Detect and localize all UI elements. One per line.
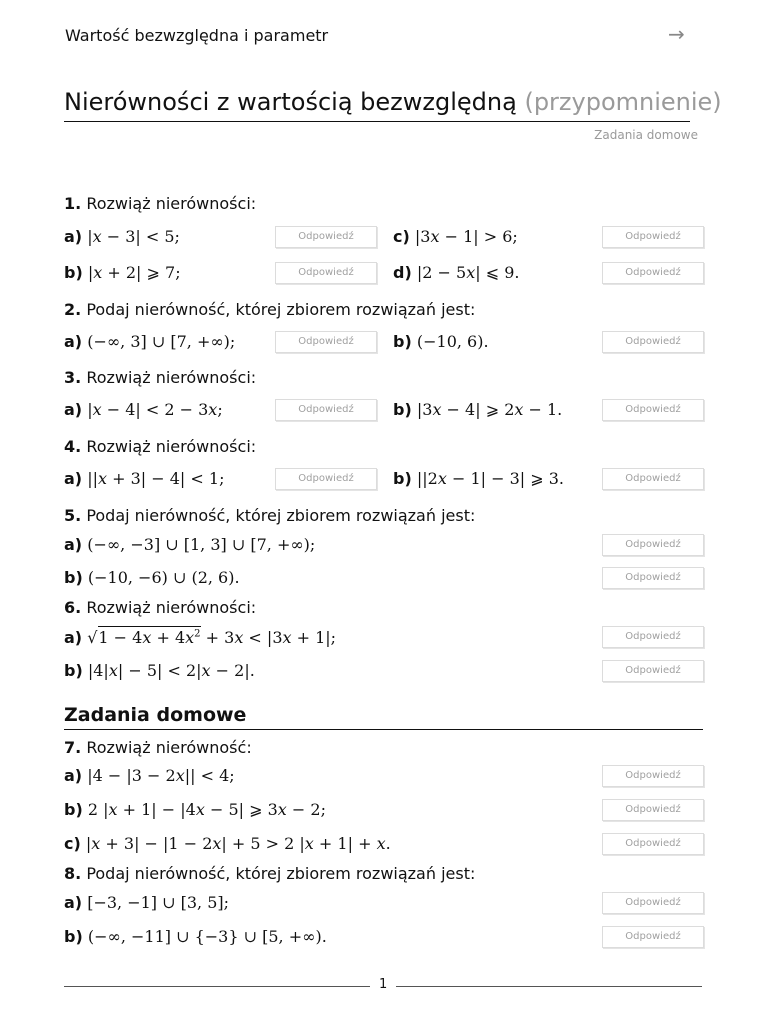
answer-button[interactable]: Odpowiedź [602, 892, 704, 914]
problem-text: Podaj nierówność, której zbiorem rozwiązań jest: [86, 864, 476, 883]
problem-7a [64, 766, 235, 785]
answer-button[interactable]: Odpowiedź [602, 534, 704, 556]
math-expression: |x − 3| < 5; [87, 227, 180, 246]
math-expression: (−10, 6). [416, 332, 489, 351]
item-label: a) [64, 535, 83, 554]
answer-button[interactable]: Odpowiedź [275, 226, 377, 248]
math-expression: (−∞, −3] ∪ [1, 3] ∪ [7, +∞); [87, 535, 316, 554]
math-expression: |4|x| − 5| < 2|x − 2|. [87, 661, 255, 680]
math-expression: ||2x − 1| − 3| ⩾ 3. [416, 469, 564, 488]
problem-3-head [64, 368, 256, 387]
answer-button[interactable]: Odpowiedź [275, 331, 377, 353]
answer-button[interactable]: Odpowiedź [602, 926, 704, 948]
problem-3a [64, 400, 223, 419]
item-label: a) [64, 400, 83, 419]
section-title-homework: Zadania domowe [64, 704, 247, 726]
math-expression: |4 − |3 − 2x|| < 4; [87, 766, 235, 785]
problem-1a [64, 227, 180, 246]
problem-number: 2. [64, 300, 82, 319]
problem-7b [64, 800, 326, 819]
item-label: b) [64, 800, 83, 819]
problem-6a [64, 626, 336, 647]
problem-3b [393, 400, 562, 419]
math-expression: (−∞, −11] ∪ {−3} ∪ [5, +∞). [87, 927, 327, 946]
header-title: Wartość bezwzględna i parametr [65, 26, 329, 45]
problem-number: 4. [64, 437, 82, 456]
item-label: d) [393, 263, 412, 282]
problem-text: Podaj nierówność, której zbiorem rozwiązań jest: [86, 506, 476, 525]
math-expression: |2 − 5x| ⩽ 9. [416, 263, 520, 282]
math-expression: |3x − 4| ⩾ 2x − 1. [416, 400, 563, 419]
problem-5b [64, 568, 240, 587]
answer-button[interactable]: Odpowiedź [602, 660, 704, 682]
problem-text: Rozwiąż nierówność: [86, 738, 252, 757]
math-expression: ||x + 3| − 4| < 1; [87, 469, 225, 488]
problem-8a [64, 893, 229, 912]
math-expression: |x − 4| < 2 − 3x; [87, 400, 223, 419]
answer-button[interactable]: Odpowiedź [602, 567, 704, 589]
answer-button[interactable]: Odpowiedź [602, 226, 704, 248]
footer-rule-left [64, 986, 370, 987]
answer-button[interactable]: Odpowiedź [602, 399, 704, 421]
problem-number: 6. [64, 598, 82, 617]
problem-2a [64, 332, 235, 351]
answer-button[interactable]: Odpowiedź [602, 833, 704, 855]
item-label: c) [393, 227, 410, 246]
problem-4a [64, 469, 224, 488]
item-label: b) [393, 400, 412, 419]
answer-button[interactable]: Odpowiedź [602, 262, 704, 284]
problem-1d [393, 263, 519, 282]
problem-1c [393, 227, 518, 246]
next-arrow-icon[interactable]: → [668, 22, 685, 46]
homework-link[interactable]: Zadania domowe [594, 128, 698, 142]
answer-button[interactable]: Odpowiedź [602, 626, 704, 648]
answer-button[interactable]: Odpowiedź [275, 399, 377, 421]
problem-number: 7. [64, 738, 82, 757]
item-label: b) [64, 661, 83, 680]
math-expression: (−∞, 3] ∪ [7, +∞); [87, 332, 236, 351]
math-expression: [−3, −1] ∪ [3, 5]; [87, 893, 230, 912]
answer-button[interactable]: Odpowiedź [275, 262, 377, 284]
item-label: a) [64, 893, 83, 912]
math-expression: |3x − 1| > 6; [414, 227, 518, 246]
math-expression: 2 |x + 1| − |4x − 5| ⩾ 3x − 2; [87, 800, 326, 819]
problem-4b [393, 469, 564, 488]
problem-8b [64, 927, 327, 946]
problem-text: Rozwiąż nierówności: [86, 194, 257, 213]
problem-6-head [64, 598, 256, 617]
math-expression: $√1 - 4x + 4x^2 + 3x < |3x + 1|$; [87, 628, 337, 647]
title-rule [64, 121, 690, 122]
problem-text: Rozwiąż nierówności: [86, 437, 257, 456]
item-label: a) [64, 227, 83, 246]
item-label: b) [64, 927, 83, 946]
answer-button[interactable]: Odpowiedź [602, 799, 704, 821]
item-label: b) [393, 469, 412, 488]
problem-4-head [64, 437, 256, 456]
math-expression: (−10, −6) ∪ (2, 6). [87, 568, 240, 587]
problem-text: Rozwiąż nierówności: [86, 598, 257, 617]
answer-button[interactable]: Odpowiedź [602, 331, 704, 353]
item-label: c) [64, 834, 81, 853]
page-title [64, 88, 722, 116]
item-label: a) [64, 332, 83, 351]
answer-button[interactable]: Odpowiedź [602, 765, 704, 787]
problem-text: Rozwiąż nierówności: [86, 368, 257, 387]
answer-button[interactable]: Odpowiedź [602, 468, 704, 490]
math-expression: |x + 3| − |1 − 2x| + 5 > 2 |x + 1| + x. [85, 834, 391, 853]
problem-7c [64, 834, 391, 853]
section-rule [64, 729, 703, 730]
problem-1-head [64, 194, 256, 213]
footer-rule-right [396, 986, 702, 987]
item-label: b) [393, 332, 412, 351]
problem-2b [393, 332, 489, 351]
page-title-note: (przypomnienie) [524, 88, 722, 116]
item-label: b) [64, 568, 83, 587]
problem-6b [64, 661, 255, 680]
problem-5a [64, 535, 315, 554]
problem-number: 3. [64, 368, 82, 387]
problem-5-head [64, 506, 475, 525]
problem-number: 1. [64, 194, 82, 213]
problem-7-head [64, 738, 252, 757]
answer-button[interactable]: Odpowiedź [275, 468, 377, 490]
math-expression: |x + 2| ⩾ 7; [87, 263, 181, 282]
item-label: b) [64, 263, 83, 282]
item-label: a) [64, 469, 83, 488]
problem-text: Podaj nierówność, której zbiorem rozwiązań jest: [86, 300, 476, 319]
problem-number: 8. [64, 864, 82, 883]
problem-1b [64, 263, 181, 282]
problem-8-head [64, 864, 475, 883]
page-number: 1 [379, 977, 388, 992]
item-label: a) [64, 766, 83, 785]
item-label: a) [64, 628, 83, 647]
page-title-main: Nierówności z wartością bezwzględną [64, 88, 517, 116]
problem-2-head [64, 300, 475, 319]
problem-number: 5. [64, 506, 82, 525]
